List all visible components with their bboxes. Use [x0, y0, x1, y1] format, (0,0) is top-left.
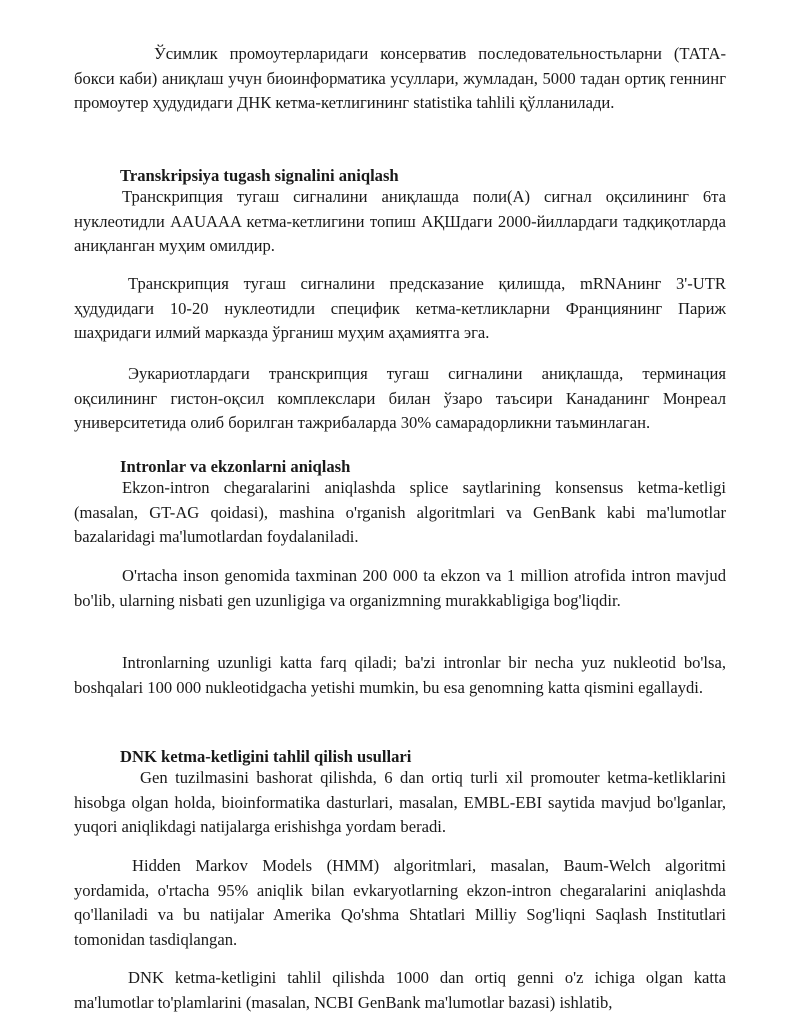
- paragraph-splice-sites: Ekzon-intron chegaralarini aniqlashda splice saytlarining konsensus ketma-ketligi (masalan, GT-AG qoidasi), mashina o'rganish algoritmlari va GenBank kabi ma'lumotlar bazalaridagi ma'lumotlardan foydalaniladi.: [74, 478, 726, 547]
- paragraph-promoter-analysis: Ўсимлик промоутерларидаги консерватив последовательностьларни (ТАТА-бокси каби) аниқлаш учун биоинформатика усуллари, жумладан, 5000 тадан ортиқ геннинг промоутер ҳудудидаги ДНК кетма-кетлигининг statistika tahlili қўлланилади.: [74, 44, 726, 113]
- paragraph-mrna-3utr: Транскрипция тугаш сигналини предсказание қилишда, mRNAнинг 3'-UTR ҳудудидаги 10-20 нуклеотидли специфик кетма-кетликларни Франциянинг Париж шаҳридаги илмий марказда ўрганиш муҳим аҳамиятга эга.: [74, 274, 726, 343]
- paragraph-gene-prediction: Gen tuzilmasini bashorat qilishda, 6 dan ortiq turli xil promouter ketma-ketliklarini hisobga olgan holda, bioinformatika dasturlari, masalan, EMBL-EBI saytida mavjud bo'lganlar, yuqori aniqlikdagi natijalarga erishishga yordam beradi.: [74, 768, 726, 837]
- paragraph-polya-signal: Транскрипция тугаш сигналини аниқлашда поли(А) сигнал оқсилининг 6та нуклеотидли AAUAAA кетма-кетлигини топиш АҚШдаги 2000-йиллардаги тадқиқотларда аниқланган муҳим омилдир.: [74, 187, 726, 256]
- paragraph-hmm-algorithms: Hidden Markov Models (HMM) algoritmlari, masalan, Baum-Welch algoritmi yordamida, o'rtacha 95% aniqlik bilan evkaryotlarning ekzon-intron chegaralarini aniqlashda qo'llaniladi va bu natijalar Amerika Qo'shma Shtatlari Milliy Sog'liqni Saqlash Institutlari tomonidan tasdiqlangan.: [74, 856, 726, 949]
- heading-introns-exons: Intronlar va ekzonlarni aniqlash: [120, 457, 351, 476]
- heading-transcription-termination: Transkripsiya tugash signalini aniqlash: [120, 166, 399, 185]
- paragraph-intron-length: Intronlarning uzunligi katta farq qiladi; ba'zi intronlar bir necha yuz nukleotid bo'lsa, boshqalari 100 000 nukleotidgacha yetishi mumkin, bu esa genomning katta qismini egallaydi.: [74, 653, 726, 697]
- heading-dna-analysis-methods: DNK ketma-ketligini tahlil qilish usullari: [120, 747, 412, 766]
- paragraph-human-genome-exons: O'rtacha inson genomida taxminan 200 000 ta ekzon va 1 million atrofida intron mavjud bo'lib, ularning nisbati gen uzunligiga va organizmning murakkabligiga bog'liqdir.: [74, 566, 726, 610]
- paragraph-large-datasets: DNK ketma-ketligini tahlil qilishda 1000 dan ortiq genni o'z ichiga olgan katta ma'lumotlar to'plamlarini (masalan, NCBI GenBank ma'lumotlar bazasi) ishlatib,: [74, 968, 726, 1012]
- paragraph-eukaryote-termination: Эукариотлардаги транскрипция тугаш сигналини аниқлашда, терминация оқсилининг гистон-оқсил комплекслари билан ўзаро таъсири Канаданинг Монреал университетида олиб борилган тажрибаларда 30% самарадорликни таъминлаган.: [74, 364, 726, 433]
